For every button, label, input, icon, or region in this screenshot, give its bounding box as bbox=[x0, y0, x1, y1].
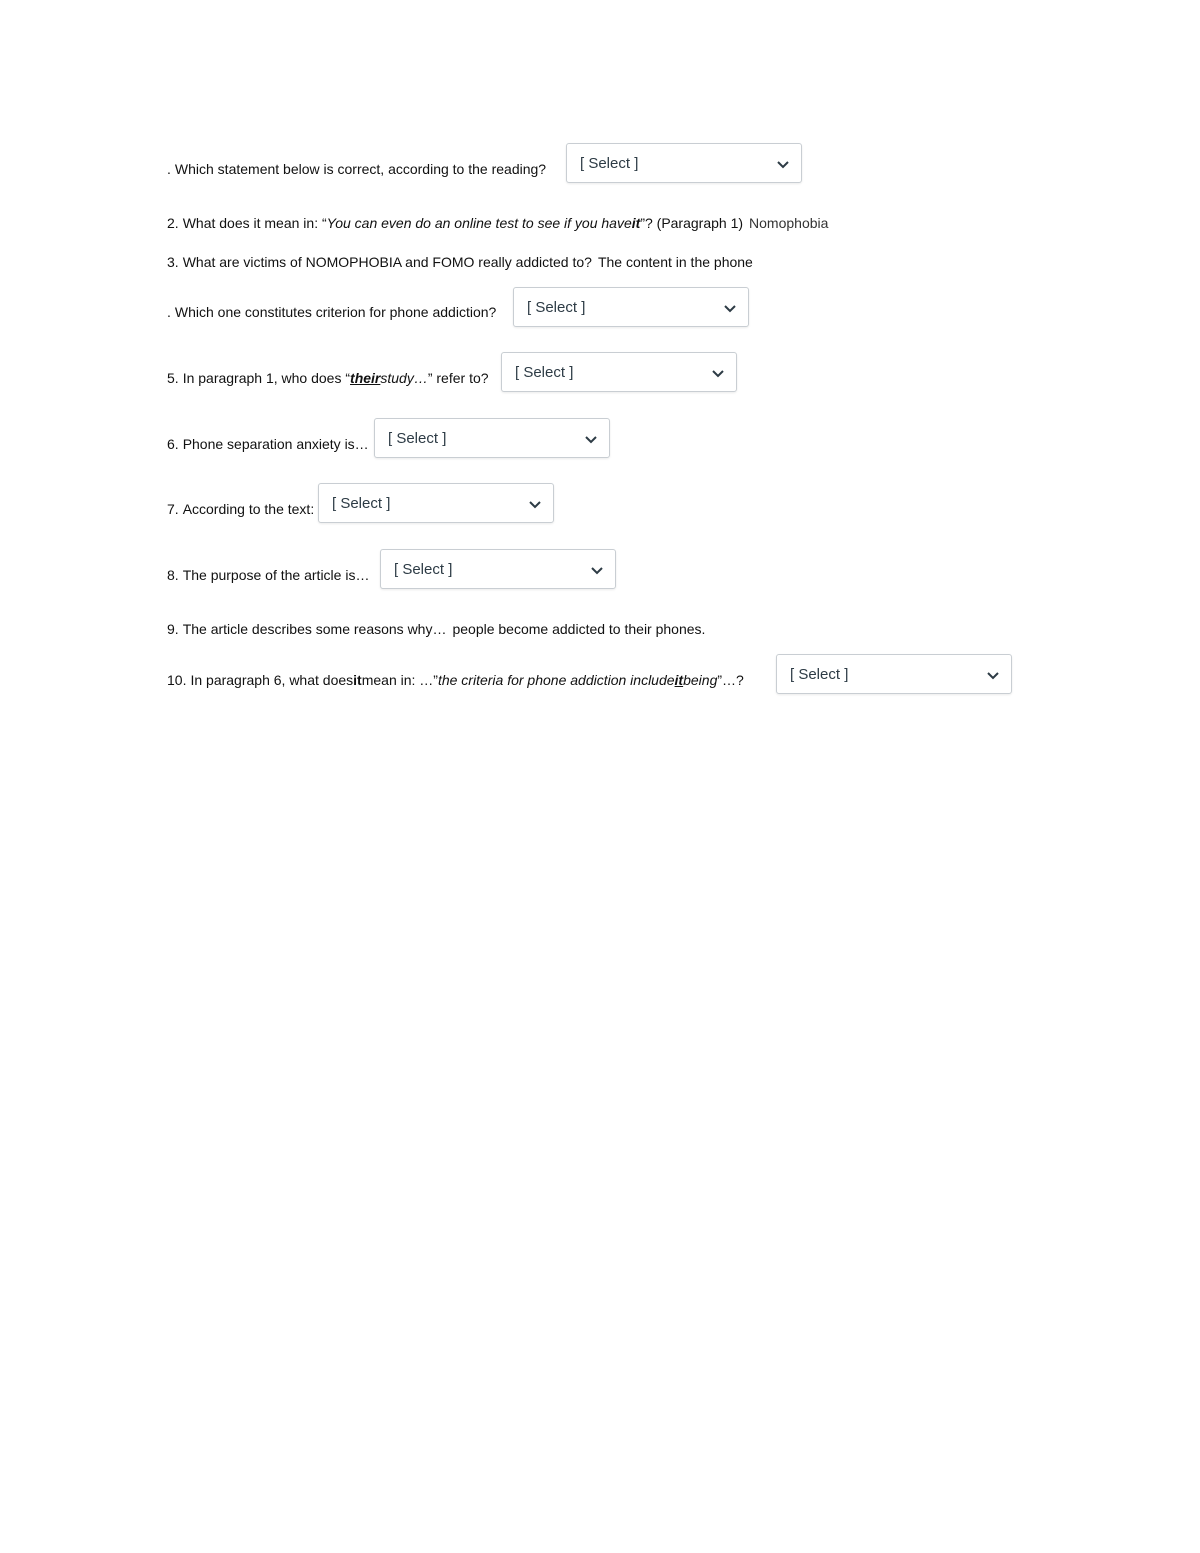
chevron-down-icon bbox=[985, 667, 1001, 683]
select-value: [ Select ] bbox=[580, 154, 639, 172]
select-value: [ Select ] bbox=[527, 298, 586, 316]
question-text: The article describes some reasons why… bbox=[182, 621, 447, 637]
select-value: [ Select ] bbox=[394, 560, 453, 578]
answer-text: Nomophobia bbox=[749, 215, 829, 231]
answer-select-8[interactable] bbox=[380, 549, 616, 589]
question-7 bbox=[167, 500, 314, 518]
question-number: 10. bbox=[167, 672, 187, 688]
question-text: Which statement below is correct, according to the reading? bbox=[174, 161, 547, 177]
question-number: . bbox=[167, 161, 171, 177]
question-number: 8. bbox=[167, 567, 179, 583]
question-it-2: it bbox=[674, 672, 684, 688]
chevron-down-icon bbox=[775, 156, 791, 172]
question-number: 6. bbox=[167, 436, 179, 452]
question-number: 3. bbox=[167, 254, 179, 270]
question-text-mid: mean in: …” bbox=[361, 672, 438, 688]
question-number: 9. bbox=[167, 621, 179, 637]
question-9 bbox=[167, 620, 705, 638]
chevron-down-icon bbox=[583, 431, 599, 447]
question-text: What are victims of NOMOPHOBIA and FOMO really addicted to? bbox=[182, 254, 592, 270]
question-number: 2. bbox=[167, 215, 179, 231]
question-text-post: ”…? bbox=[717, 672, 744, 688]
question-text-pre: What does it mean in: “ bbox=[182, 215, 327, 231]
question-it: it bbox=[353, 672, 362, 688]
select-value: [ Select ] bbox=[388, 429, 447, 447]
question-4 bbox=[167, 303, 496, 321]
answer-text: The content in the phone bbox=[597, 254, 753, 270]
question-number: 5. bbox=[167, 370, 179, 386]
question-8 bbox=[167, 566, 369, 584]
select-value: [ Select ] bbox=[332, 494, 391, 512]
select-value: [ Select ] bbox=[790, 665, 849, 683]
question-quote-2: being bbox=[683, 672, 718, 688]
select-value: [ Select ] bbox=[515, 363, 574, 381]
question-10 bbox=[167, 671, 744, 689]
question-quote: study… bbox=[380, 370, 428, 386]
answer-select-7[interactable] bbox=[318, 483, 554, 523]
answer-text: people become addicted to their phones. bbox=[452, 621, 706, 637]
question-text: Phone separation anxiety is… bbox=[182, 436, 369, 452]
question-2 bbox=[167, 214, 828, 232]
question-6 bbox=[167, 435, 369, 453]
chevron-down-icon bbox=[589, 562, 605, 578]
question-text: According to the text: bbox=[182, 501, 315, 517]
question-quote: the criteria for phone addiction include bbox=[437, 672, 675, 688]
question-quote: You can even do an online test to see if you have bbox=[326, 215, 632, 231]
question-number: 7. bbox=[167, 501, 179, 517]
answer-select-1[interactable] bbox=[566, 143, 802, 183]
chevron-down-icon bbox=[527, 496, 543, 512]
answer-select-4[interactable] bbox=[513, 287, 749, 327]
answer-select-5[interactable] bbox=[501, 352, 737, 392]
question-5 bbox=[167, 369, 489, 387]
question-text: Which one constitutes criterion for phone addiction? bbox=[174, 304, 497, 320]
answer-select-6[interactable] bbox=[374, 418, 610, 458]
question-number: . bbox=[167, 304, 171, 320]
question-1 bbox=[167, 160, 546, 178]
question-their: their bbox=[350, 370, 381, 386]
question-3 bbox=[167, 253, 753, 271]
chevron-down-icon bbox=[710, 365, 726, 381]
question-it: it bbox=[631, 215, 641, 231]
question-text-post: ”? (Paragraph 1) bbox=[640, 215, 744, 231]
question-text: The purpose of the article is… bbox=[182, 567, 370, 583]
question-text-pre: In paragraph 6, what does bbox=[190, 672, 354, 688]
question-text-pre: In paragraph 1, who does “ bbox=[182, 370, 351, 386]
answer-select-10[interactable] bbox=[776, 654, 1012, 694]
chevron-down-icon bbox=[722, 300, 738, 316]
question-text-post: ” refer to? bbox=[427, 370, 489, 386]
